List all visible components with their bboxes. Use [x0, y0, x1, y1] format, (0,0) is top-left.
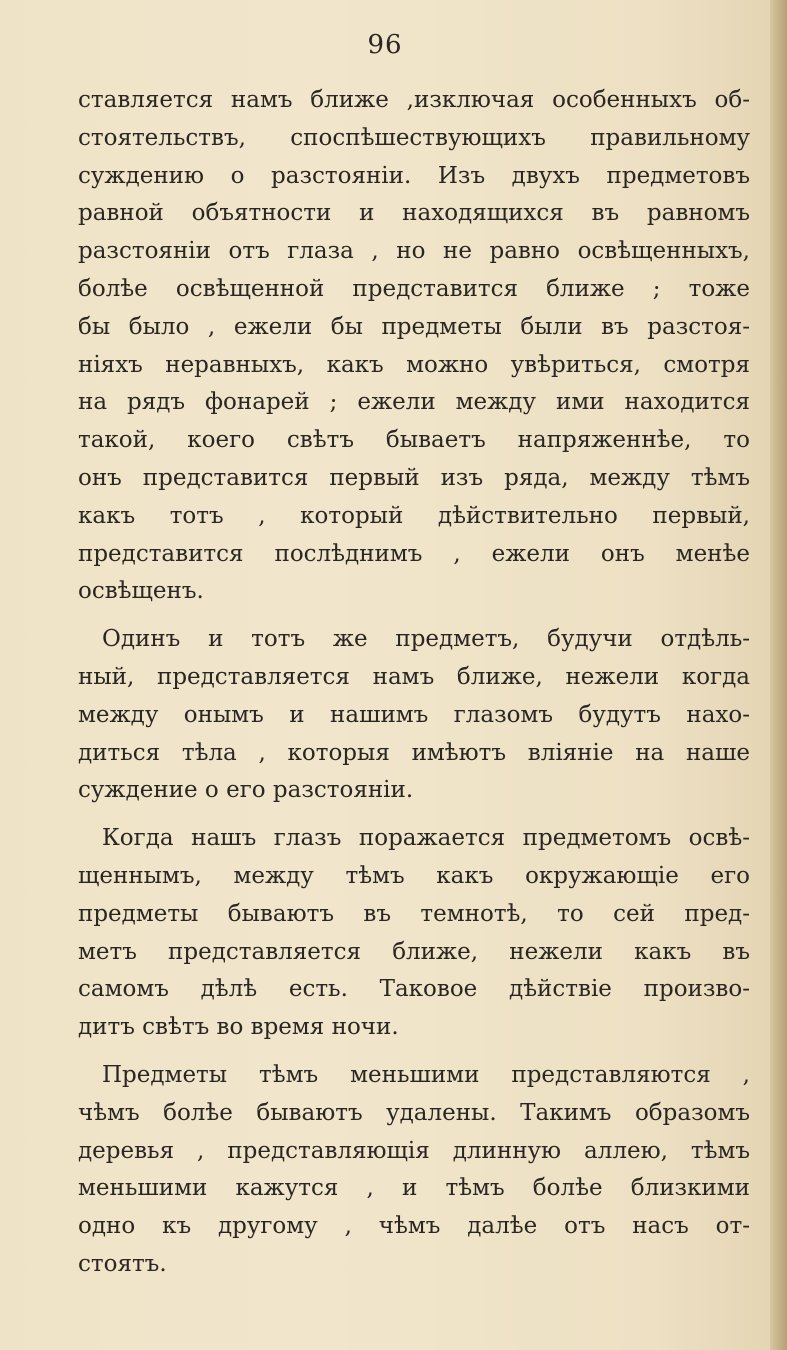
text-line: Одинъ и тотъ же предметъ, будучи отдѣль-	[102, 626, 750, 653]
text-line: одно къ другому , чѣмъ далѣе отъ насъ от-	[78, 1213, 750, 1240]
text-line: стоятъ.	[78, 1250, 167, 1277]
body-text	[78, 82, 750, 1294]
text-line: чѣмъ болѣе бываютъ удалены. Такимъ образомъ	[78, 1099, 750, 1126]
text-line: суждению о разстояніи. Изъ двухъ предметовъ	[78, 162, 750, 189]
text-line: ніяхъ неравныхъ, какъ можно увѣриться, смотря	[78, 351, 750, 378]
text-line: между онымъ и нашимъ глазомъ будутъ нахо-	[78, 701, 750, 728]
text-line: меньшими кажутся , и тѣмъ болѣе близкими	[78, 1175, 750, 1202]
text-line: онъ представится первый изъ ряда, между тѣмъ	[78, 464, 750, 491]
text-line: представится послѣднимъ , ежели онъ менѣе	[78, 540, 750, 567]
text-line: равной объятности и находящихся въ равномъ	[78, 200, 750, 227]
paragraph-3	[78, 820, 750, 1047]
text-line: предметы бываютъ въ темнотѣ, то сей пред-	[78, 900, 750, 927]
text-line: Когда нашъ глазъ поражается предметомъ освѣ-	[102, 825, 750, 852]
text-line: дитъ свѣтъ во время ночи.	[78, 1014, 399, 1041]
text-line: метъ представляется ближе, нежели какъ въ	[78, 938, 750, 965]
text-line: на рядъ фонарей ; ежели между ими находится	[78, 389, 750, 416]
text-line: самомъ дѣлѣ есть. Таковое дѣйствіе произво-	[78, 976, 750, 1003]
text-line: Предметы тѣмъ меньшими представляются ,	[102, 1061, 750, 1088]
text-line: диться тѣла , которыя имѣютъ вліяніе на наше	[78, 739, 750, 766]
paragraph-4	[78, 1057, 750, 1284]
text-line: стоятельствъ, споспѣшествующихъ правильному	[78, 124, 750, 151]
text-line: разстояніи отъ глаза , но не равно освѣщенныхъ,	[78, 238, 750, 265]
text-line: болѣе освѣщенной представится ближе ; тоже	[78, 275, 750, 302]
text-line: суждение о его разстояніи.	[78, 777, 414, 804]
text-line: освѣщенъ.	[78, 578, 204, 605]
page-number: 96	[367, 30, 403, 60]
page-edge	[770, 0, 787, 1350]
paragraph-2	[78, 621, 750, 810]
text-line: какъ тотъ , который дѣйствительно первый,	[78, 502, 750, 529]
text-line: ный, представляется намъ ближе, нежели когда	[78, 663, 750, 690]
text-line: бы было , ежели бы предметы были въ разстоя-	[78, 313, 750, 340]
text-line: щеннымъ, между тѣмъ какъ окружающіе его	[78, 862, 750, 889]
text-line: ставляется намъ ближе ,изключая особенныхъ об-	[78, 87, 750, 113]
text-line: деревья , представляющія длинную аллею, тѣмъ	[78, 1137, 750, 1164]
paragraph-1	[78, 82, 750, 611]
text-line: такой, коего свѣтъ бываетъ напряженнѣе, то	[78, 427, 750, 454]
